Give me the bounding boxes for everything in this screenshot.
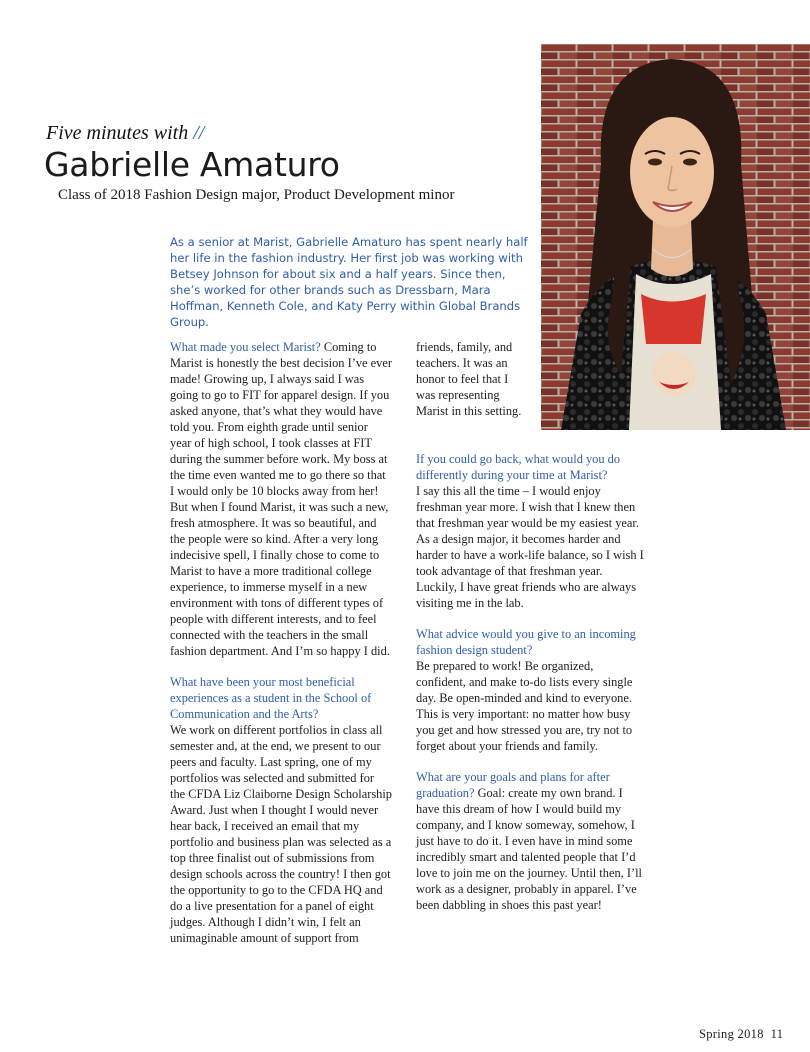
- article-column-right: [416, 451, 644, 913]
- page-number: 11: [770, 1027, 784, 1041]
- page-footer: [699, 1027, 783, 1042]
- answer-text: We work on different portfolios in class all semester and, at the end, we present to our peers and faculty. Last spring, one of my portfolios was selected and submitted for the CFDA Liz Claiborne Design Scholarship Award. Just when I thought I would never hear back, I received an email that my portfolio and business plan was selected as a top three finalist out of submissions from design schools across the country! I then got the opportunity to go to the CFDA HQ and do a live presentation for a panel of eight judges. Although I didn’t win, I felt an unimaginable amount of support from: [170, 723, 392, 945]
- question-heading: What made you select Marist?: [170, 340, 321, 354]
- question-heading: What advice would you give to an incoming fashion design student?: [416, 627, 636, 657]
- portrait-photo: [541, 44, 810, 430]
- intro-paragraph: As a senior at Marist, Gabrielle Amaturo has spent nearly half her life in the fashion industry. Her first job was working with Betsey Johnson for about six and a half years. Since then, she’s worked for other brands such as Dressbarn, Mara Hoffman, Kenneth Cole, and Katy Perry within Global Brands Group.: [170, 235, 528, 329]
- question-heading: If you could go back, what would you do differently during your time at Marist?: [416, 452, 621, 482]
- qa-block-5: [416, 769, 644, 913]
- interviewee-subtitle: Class of 2018 Fashion Design major, Product Development minor: [58, 187, 455, 203]
- qa-block-2: [170, 674, 392, 946]
- qa-block-1: [170, 339, 392, 659]
- issue-label: Spring 2018: [699, 1027, 764, 1041]
- answer-text: Goal: create my own brand. I have this dream of how I would build my company, and I know someway, somehow, I just have to do it. I even have in mind some incredibly smart and talented people that I’d love to join me on the journey. Until then, I’ll work as a designer, probably in apparel. I’ve been dabbling in shoes this past year!: [416, 786, 642, 912]
- kicker-line: [46, 122, 204, 145]
- article-column-right-top: [416, 339, 528, 419]
- answer-text: Coming to Marist is honestly the best decision I’ve ever made! Growing up, I always said I was going to go to FIT for apparel design. If you asked anyone, that’s what they would have told you. From eighth grade until senior year of high school, I took classes at FIT during the summer before work. My boss at the time even wanted me to go there so that I would only be 10 blocks away from her! But when I found Marist, it was such a new, fresh atmosphere. It was so beautiful, and the people were so kind. After a very long indecisive spell, I finally chose to come to Marist to have a more traditional college experience, to immerse myself in a new environment with tons of different types of people with different interests, and to feel connected with the teachers in the small fashion department. And I’m so happy I did.: [170, 340, 392, 658]
- answer-text: I say this all the time – I would enjoy freshman year more. I wish that I knew then that freshman year would be my easiest year. As a design major, it becomes harder and harder to have a work-life balance, so I wish I took advantage of that freshman year. Luckily, I have great friends who are always visiting me in the lab.: [416, 484, 644, 610]
- interviewee-name: Gabrielle Amaturo: [44, 145, 340, 184]
- kicker-mark: //: [193, 122, 205, 144]
- kicker-text: Five minutes with: [46, 122, 189, 144]
- answer-text: Be prepared to work! Be organized, confident, and make to-do lists every single day. Be open-minded and kind to everyone. This is very important: no matter how busy you get and how stressed you are, try not to forget about your friends and family.: [416, 659, 633, 753]
- qa-block-3: [416, 451, 644, 611]
- article-column-left: [170, 339, 392, 946]
- question-heading: What are your goals and plans for after graduation?: [416, 770, 610, 800]
- question-heading: What have been your most beneficial experiences as a student in the School of Communication and the Arts?: [170, 675, 372, 721]
- answer-continued-text: friends, family, and teachers. It was an honor to feel that I was representing Marist in this setting.: [416, 340, 522, 418]
- qa-block-4: [416, 626, 644, 754]
